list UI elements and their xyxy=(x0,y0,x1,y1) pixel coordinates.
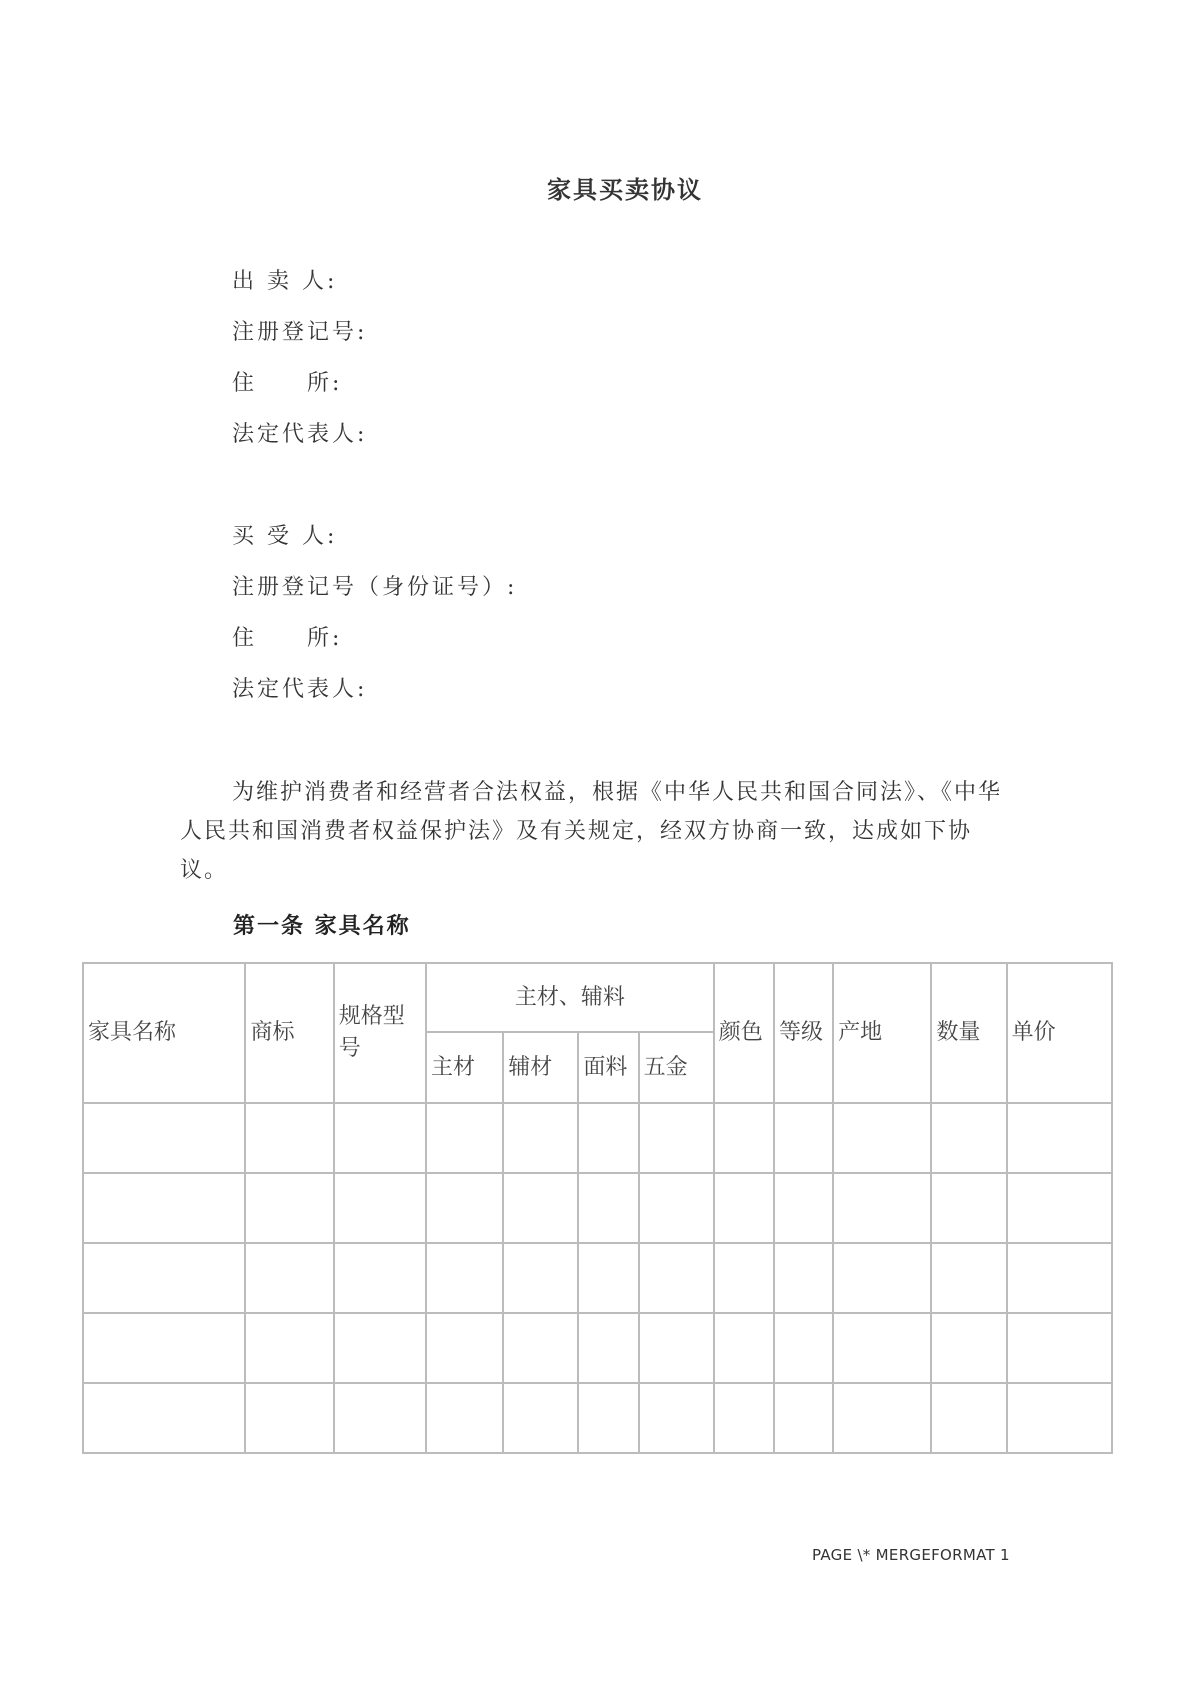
buyer-reg-label: 注册登记号（身份证号）: xyxy=(232,575,518,600)
buyer-legal-rep-label: 法定代表人: xyxy=(232,677,368,702)
header-quantity: 数量 xyxy=(931,963,1006,1103)
seller-name-label: 出 卖 人: xyxy=(232,269,338,294)
header-brand: 商标 xyxy=(245,963,333,1103)
header-spec: 规格型号 xyxy=(334,963,426,1103)
table-row xyxy=(83,1173,1112,1243)
table-row xyxy=(83,1103,1112,1173)
intro-paragraph: 为维护消费者和经营者合法权益，根据《中华人民共和国合同法》、《中华人民共和国消费者权益保护法》及有关规定，经双方协商一致，达成如下协议。 xyxy=(180,780,1003,883)
buyer-address-label: 住 所: xyxy=(232,626,343,651)
section-1-title: 第一条 家具名称 xyxy=(233,913,411,939)
table-row xyxy=(83,1383,1112,1453)
header-name: 家具名称 xyxy=(83,963,245,1103)
document-title: 家具买卖协议 xyxy=(547,175,703,204)
header-color: 颜色 xyxy=(714,963,774,1103)
seller-reg-label: 注册登记号: xyxy=(232,320,368,345)
header-grade: 等级 xyxy=(774,963,833,1103)
header-main-material: 主材 xyxy=(426,1032,503,1103)
header-materials-group: 主材、辅料 xyxy=(426,963,714,1032)
furniture-table xyxy=(82,962,1113,1454)
table-row xyxy=(83,1313,1112,1383)
seller-address-label: 住 所: xyxy=(232,371,343,396)
buyer-name-label: 买 受 人: xyxy=(232,524,338,549)
header-origin: 产地 xyxy=(833,963,931,1103)
table-header-row xyxy=(83,963,1112,1032)
table-row xyxy=(83,1243,1112,1313)
seller-legal-rep-label: 法定代表人: xyxy=(232,422,368,447)
header-hardware: 五金 xyxy=(639,1032,714,1103)
header-fabric: 面料 xyxy=(578,1032,638,1103)
header-unit-price: 单价 xyxy=(1007,963,1112,1103)
header-aux-material: 辅材 xyxy=(503,1032,578,1103)
page-number-field: PAGE \* MERGEFORMAT 1 xyxy=(812,1546,1010,1564)
